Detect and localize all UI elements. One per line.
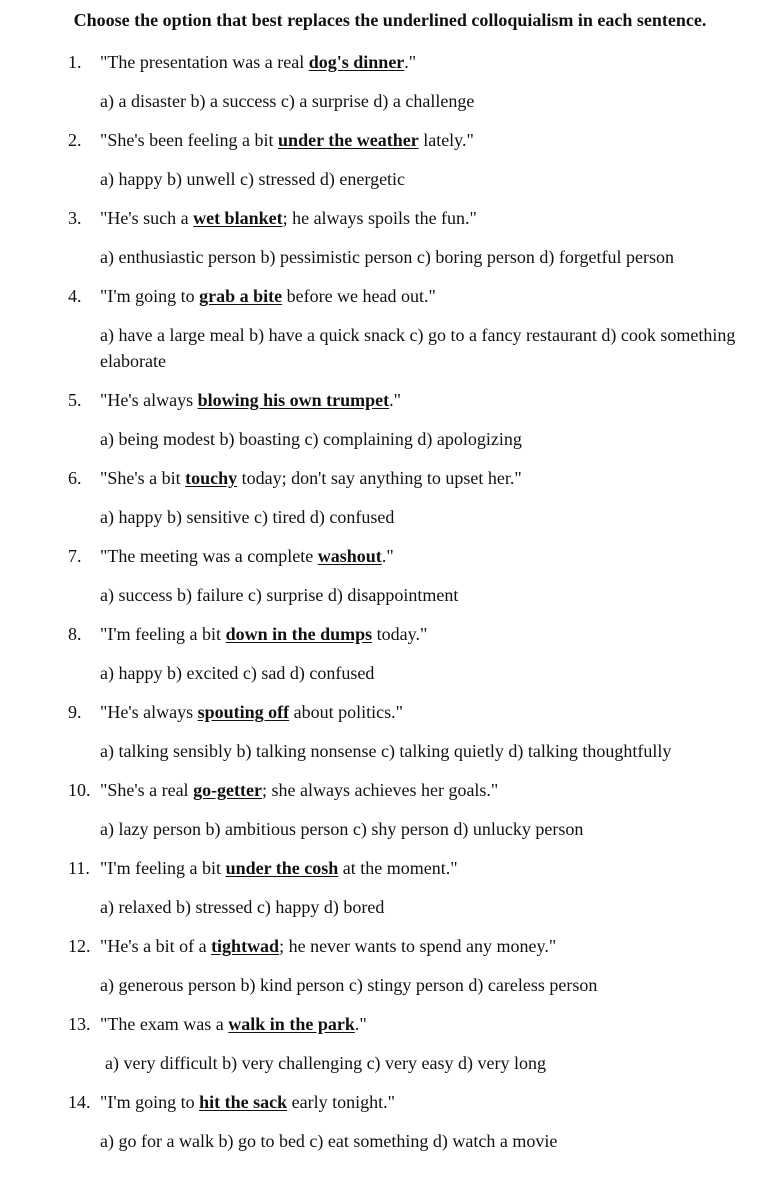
answer-options: a) happy b) excited c) sad d) confused xyxy=(100,663,375,683)
question-item xyxy=(0,49,780,114)
question-number: 12. xyxy=(68,936,91,956)
sentence-before: "The exam was a xyxy=(100,1014,229,1034)
question-item xyxy=(0,543,780,608)
question-number: 5. xyxy=(68,390,82,410)
underlined-colloquialism: spouting off xyxy=(197,702,290,722)
sentence-after: about politics." xyxy=(289,702,403,722)
sentence-before: "She's been feeling a bit xyxy=(100,130,279,150)
answer-options: a) generous person b) kind person c) stingy person d) careless person xyxy=(100,975,598,995)
answer-options: a) enthusiastic person b) pessimistic person c) boring person d) forgetful person xyxy=(100,247,675,267)
question-number: 6. xyxy=(68,468,82,488)
sentence-before: "The meeting was a complete xyxy=(100,546,318,566)
sentence-after: ." xyxy=(381,546,394,566)
underlined-colloquialism: tightwad xyxy=(211,936,280,956)
question-sentence xyxy=(0,855,780,881)
question-number: 7. xyxy=(68,546,82,566)
underlined-colloquialism: blowing his own trumpet xyxy=(197,390,390,410)
sentence-before: "He's always xyxy=(100,390,198,410)
sentence-before: "The presentation was a real xyxy=(100,52,309,72)
question-item xyxy=(0,465,780,530)
answer-options: a) talking sensibly b) talking nonsense c) talking quietly d) talking thoughtfully xyxy=(100,741,672,761)
sentence-before: "She's a bit xyxy=(100,468,186,488)
question-sentence xyxy=(0,1089,780,1115)
sentence-after: ." xyxy=(404,52,417,72)
question-number: 1. xyxy=(68,52,82,72)
question-item xyxy=(0,127,780,192)
question-number: 3. xyxy=(68,208,82,228)
question-sentence xyxy=(0,205,780,231)
underlined-colloquialism: wet blanket xyxy=(193,208,283,228)
question-sentence xyxy=(0,127,780,153)
worksheet-title: Choose the option that best replaces the underlined colloquialism in each sentence. xyxy=(73,10,707,30)
question-sentence xyxy=(0,621,780,647)
sentence-after: ." xyxy=(389,390,401,410)
answer-options: a) lazy person b) ambitious person c) shy person d) unlucky person xyxy=(100,819,584,839)
question-item xyxy=(0,205,780,270)
question-item xyxy=(0,621,780,686)
sentence-after: ; she always achieves her goals." xyxy=(262,780,499,800)
question-item xyxy=(0,283,780,374)
underlined-colloquialism: down in the dumps xyxy=(225,624,373,644)
question-number: 10. xyxy=(68,780,91,800)
sentence-after: before we head out." xyxy=(282,286,436,306)
question-sentence xyxy=(0,543,780,569)
question-sentence xyxy=(0,387,780,413)
question-item xyxy=(0,933,780,998)
question-item xyxy=(0,1011,780,1076)
sentence-before: "He's always xyxy=(100,702,198,722)
question-sentence xyxy=(0,699,780,725)
underlined-colloquialism: touchy xyxy=(185,468,238,488)
question-number: 9. xyxy=(68,702,82,722)
sentence-after: at the moment." xyxy=(338,858,458,878)
answer-options: a) success b) failure c) surprise d) disappointment xyxy=(100,585,459,605)
answer-options: a) happy b) unwell c) stressed d) energetic xyxy=(100,169,406,189)
underlined-colloquialism: go-getter xyxy=(193,780,263,800)
sentence-after: today; don't say anything to upset her." xyxy=(237,468,522,488)
question-number: 8. xyxy=(68,624,82,644)
sentence-after: ; he always spoils the fun." xyxy=(282,208,477,228)
sentence-before: "He's such a xyxy=(100,208,194,228)
question-item xyxy=(0,387,780,452)
question-sentence xyxy=(0,49,780,75)
underlined-colloquialism: grab a bite xyxy=(199,286,283,306)
question-number: 14. xyxy=(68,1092,91,1112)
answer-options: a) being modest b) boasting c) complaining d) apologizing xyxy=(100,429,522,449)
question-sentence xyxy=(0,933,780,959)
answer-options: a) happy b) sensitive c) tired d) confused xyxy=(100,507,395,527)
question-sentence xyxy=(0,465,780,491)
question-item xyxy=(0,699,780,764)
sentence-before: "I'm feeling a bit xyxy=(100,624,226,644)
sentence-after: ; he never wants to spend any money." xyxy=(279,936,557,956)
question-number: 2. xyxy=(68,130,82,150)
underlined-colloquialism: dog's dinner xyxy=(308,52,405,72)
sentence-after: today." xyxy=(372,624,428,644)
sentence-after: lately." xyxy=(418,130,474,150)
question-item xyxy=(0,855,780,920)
sentence-after: early tonight." xyxy=(287,1092,395,1112)
sentence-before: "She's a real xyxy=(100,780,194,800)
question-number: 11. xyxy=(68,858,90,878)
underlined-colloquialism: under the weather xyxy=(278,130,419,150)
sentence-before: "I'm going to xyxy=(100,286,200,306)
question-sentence xyxy=(0,283,780,309)
underlined-colloquialism: walk in the park xyxy=(228,1014,355,1034)
answer-options: a) a disaster b) a success c) a surprise d) a challenge xyxy=(100,91,475,111)
sentence-before: "He's a bit of a xyxy=(100,936,212,956)
question-number: 13. xyxy=(68,1014,91,1034)
answer-options: a) go for a walk b) go to bed c) eat something d) watch a movie xyxy=(100,1131,558,1151)
sentence-before: "I'm going to xyxy=(100,1092,200,1112)
answer-options: a) relaxed b) stressed c) happy d) bored xyxy=(100,897,385,917)
question-item xyxy=(0,1089,780,1154)
underlined-colloquialism: under the cosh xyxy=(225,858,339,878)
answer-options: a) very difficult b) very challenging c) very easy d) very long xyxy=(105,1053,546,1073)
underlined-colloquialism: hit the sack xyxy=(199,1092,288,1112)
question-item xyxy=(0,777,780,842)
sentence-before: "I'm feeling a bit xyxy=(100,858,226,878)
sentence-after: ." xyxy=(354,1014,367,1034)
answer-options: a) have a large meal b) have a quick snack c) go to a fancy restaurant d) cook something elaborate xyxy=(100,325,736,371)
question-number: 4. xyxy=(68,286,82,306)
underlined-colloquialism: washout xyxy=(317,546,382,566)
question-sentence xyxy=(0,777,780,803)
question-sentence xyxy=(0,1011,780,1037)
question-list xyxy=(0,49,780,1167)
